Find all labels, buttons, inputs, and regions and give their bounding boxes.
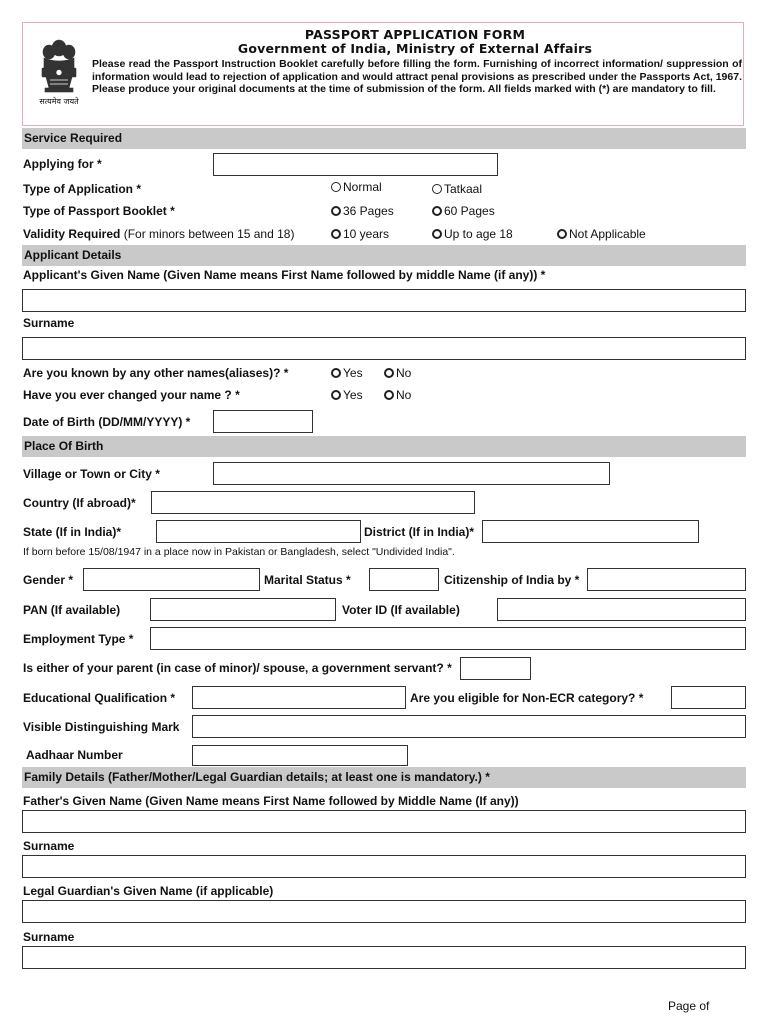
radio-changed-name-no[interactable]: No bbox=[384, 387, 411, 403]
distinguishing-mark-label: Visible Distinguishing Mark bbox=[23, 720, 180, 734]
marital-status-label: Marital Status * bbox=[264, 573, 351, 587]
form-title: PASSPORT APPLICATION FORM bbox=[304, 27, 526, 42]
radio-60-pages[interactable]: 60 Pages bbox=[432, 203, 495, 219]
aadhaar-number-label: Aadhaar Number bbox=[26, 748, 123, 762]
radio-circle-icon bbox=[331, 229, 341, 239]
applicant-given-name-label: Applicant's Given Name (Given Name means First Name followed by middle Name (if any)) * bbox=[23, 268, 546, 282]
applicant-surname-field[interactable] bbox=[22, 337, 746, 360]
dob-field[interactable] bbox=[213, 410, 313, 433]
radio-36-pages[interactable]: 36 Pages bbox=[331, 203, 394, 219]
marital-status-field[interactable] bbox=[369, 568, 439, 591]
father-given-name-label: Father's Given Name (Given Name means First Name followed by Middle Name (If any)) bbox=[23, 794, 519, 808]
radio-circle-icon bbox=[557, 229, 567, 239]
applicant-surname-label: Surname bbox=[23, 316, 75, 330]
guardian-surname-label: Surname bbox=[23, 930, 75, 944]
radio-circle-icon bbox=[432, 229, 442, 239]
gender-field[interactable] bbox=[83, 568, 260, 591]
father-surname-field[interactable] bbox=[22, 855, 746, 878]
government-servant-field[interactable] bbox=[460, 657, 531, 680]
non-ecr-label: Are you eligible for Non-ECR category? * bbox=[410, 691, 644, 705]
employment-type-field[interactable] bbox=[150, 627, 746, 650]
government-servant-label: Is either of your parent (in case of minor)/ spouse, a government servant? * bbox=[23, 661, 452, 675]
applicant-given-name-field[interactable] bbox=[22, 289, 746, 312]
radio-changed-name-yes[interactable]: Yes bbox=[331, 387, 363, 403]
radio-circle-icon bbox=[432, 206, 442, 216]
radio-circle-icon bbox=[331, 368, 341, 378]
village-town-city-field[interactable] bbox=[213, 462, 610, 485]
passport-booklet-label: Type of Passport Booklet * bbox=[23, 204, 175, 218]
radio-circle-icon bbox=[331, 182, 341, 192]
changed-name-label: Have you ever changed your name ? * bbox=[23, 388, 240, 402]
father-given-name-field[interactable] bbox=[22, 810, 746, 833]
father-surname-label: Surname bbox=[23, 839, 75, 853]
employment-type-label: Employment Type * bbox=[23, 632, 134, 646]
radio-circle-icon bbox=[331, 390, 341, 400]
pan-label: PAN (If available) bbox=[23, 603, 121, 617]
country-label: Country (If abroad)* bbox=[23, 496, 136, 510]
educational-qualification-field[interactable] bbox=[192, 686, 406, 709]
citizenship-field[interactable] bbox=[587, 568, 746, 591]
radio-circle-icon bbox=[331, 206, 341, 216]
page-number: Page of bbox=[668, 999, 710, 1013]
radio-aliases-no[interactable]: No bbox=[384, 365, 411, 381]
distinguishing-mark-field[interactable] bbox=[192, 715, 746, 738]
guardian-given-name-field[interactable] bbox=[22, 900, 746, 923]
section-family-details: Family Details (Father/Mother/Legal Guardian details; at least one is mandatory.) * bbox=[22, 767, 746, 788]
voter-id-field[interactable] bbox=[497, 598, 746, 621]
citizenship-label: Citizenship of India by * bbox=[444, 573, 580, 587]
radio-tatkaal[interactable]: Tatkaal bbox=[432, 181, 482, 197]
undivided-india-note: If born before 15/08/1947 in a place now in Pakistan or Bangladesh, select "Undivided India". bbox=[23, 546, 455, 558]
applying-for-field[interactable] bbox=[213, 153, 498, 176]
radio-circle-icon bbox=[384, 368, 394, 378]
radio-not-applicable[interactable]: Not Applicable bbox=[557, 226, 646, 242]
radio-up-to-age-18[interactable]: Up to age 18 bbox=[432, 226, 513, 242]
guardian-given-name-label: Legal Guardian's Given Name (if applicable) bbox=[23, 884, 274, 898]
gender-label: Gender * bbox=[23, 573, 74, 587]
section-applicant-details: Applicant Details bbox=[22, 245, 746, 266]
state-label: State (If in India)* bbox=[23, 525, 122, 539]
radio-aliases-yes[interactable]: Yes bbox=[331, 365, 363, 381]
type-of-application-label: Type of Application * bbox=[23, 182, 142, 196]
guardian-surname-field[interactable] bbox=[22, 946, 746, 969]
district-label: District (If in India)* bbox=[364, 525, 475, 539]
validity-required-label: Validity Required (For minors between 15 and 18) bbox=[23, 227, 295, 241]
radio-normal[interactable]: Normal bbox=[331, 179, 382, 195]
district-field[interactable] bbox=[482, 520, 699, 543]
dob-label: Date of Birth (DD/MM/YYYY) * bbox=[23, 415, 191, 429]
voter-id-label: Voter ID (If available) bbox=[342, 603, 460, 617]
radio-circle-icon bbox=[384, 390, 394, 400]
educational-qualification-label: Educational Qualification * bbox=[23, 691, 176, 705]
pan-field[interactable] bbox=[150, 598, 336, 621]
radio-10-years[interactable]: 10 years bbox=[331, 226, 389, 242]
form-notice: Please read the Passport Instruction Booklet carefully before filling the form. Furnishing of incorrect information/ suppression of information would lead to rejection of application and would attract penal provisions as prescribed under the Passports Act, 1967. Please produce your original documents at the time of submission of the form. All fields marked with (*) are mandatory to fill. bbox=[92, 58, 742, 96]
validity-hint: (For minors between 15 and 18) bbox=[123, 227, 295, 241]
village-town-city-label: Village or Town or City * bbox=[23, 467, 160, 481]
emblem-motto: सत्यमेव जयते bbox=[39, 97, 79, 106]
aadhaar-number-field[interactable] bbox=[192, 745, 408, 766]
non-ecr-field[interactable] bbox=[671, 686, 746, 709]
applying-for-label: Applying for * bbox=[23, 157, 102, 171]
aliases-label: Are you known by any other names(aliases)? * bbox=[23, 366, 289, 380]
country-field[interactable] bbox=[151, 491, 475, 514]
state-field[interactable] bbox=[156, 520, 361, 543]
section-place-of-birth: Place Of Birth bbox=[22, 436, 746, 457]
form-subtitle: Government of India, Ministry of External Affairs bbox=[237, 41, 593, 56]
radio-circle-icon bbox=[432, 184, 442, 194]
section-service-required: Service Required bbox=[22, 128, 746, 149]
